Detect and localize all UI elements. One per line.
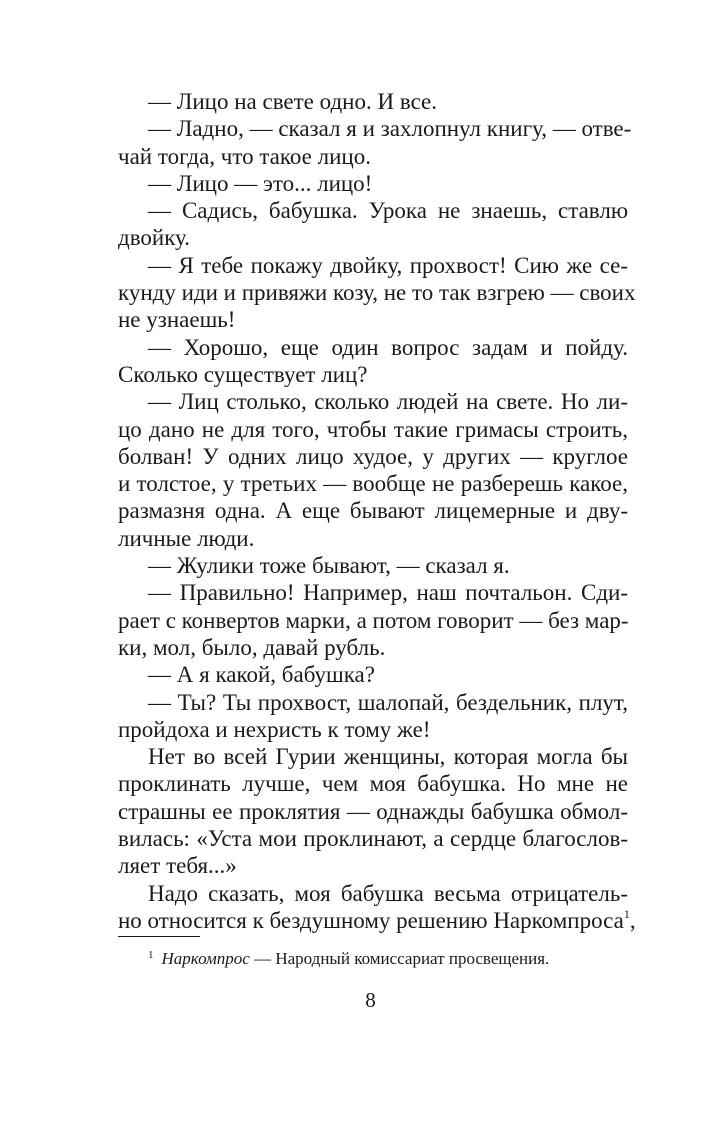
text-line: — Хорошо, еще один вопрос задам и пойду. <box>148 334 628 360</box>
text-line: — Жулики тоже бывают, — сказал я. <box>148 553 510 579</box>
footnote-reference[interactable]: 1 <box>623 906 630 921</box>
text-line: вилась: «Уста мои проклинают, а сердце благослов- <box>118 826 628 852</box>
text-line: пройдоха и нехристь к тому же! <box>118 716 431 742</box>
text-line: — Садись, бабушка. Урока не знаешь, ставлю <box>148 198 628 224</box>
page-number: 8 <box>365 988 376 1012</box>
text-line: — Лицо на свете одно. И все. <box>148 89 438 114</box>
text-line: — Ты? Ты прохвост, шалопай, бездельник, плут, <box>148 689 628 715</box>
text-line: рает с конвертов марки, а потом говорит — без мар- <box>118 607 629 633</box>
text-line: болван! У одних лицо худое, у других — круглое <box>118 443 628 469</box>
text-line-trail: , <box>629 907 636 933</box>
text-line: Надо сказать, моя бабушка весьма отрицатель- <box>148 880 628 906</box>
footnote-term: Наркомпрос <box>161 949 250 968</box>
body-text <box>118 88 636 934</box>
text-line-content: но относится к бездушному решению Наркомпроса <box>118 907 624 933</box>
text-line: чай тогда, что такое лицо. <box>118 143 371 169</box>
text-line: — Лиц столько, сколько людей на свете. Но ли- <box>148 389 628 415</box>
text-line: кунду иди и привяжи козу, не то так взгрею — своих <box>118 280 636 306</box>
text-line: цо дано не для того, чтобы такие гримасы строить, <box>118 416 628 442</box>
text-line: — Я тебе покажу двойку, прохвост! Сию же се- <box>148 252 628 278</box>
text-line: — Ладно, — сказал я и захлопнул книгу, — отве- <box>148 116 632 142</box>
footnote-divider <box>118 936 200 937</box>
footnote <box>148 944 628 970</box>
text-line: размазня одна. А еще бывают лицемерные и дву- <box>118 498 628 524</box>
text-line: Нет во всей Гурии женщины, которая могла бы <box>148 744 628 770</box>
text-line: проклинать лучше, чем моя бабушка. Но мне не <box>118 771 628 797</box>
text-line-with-footnote <box>118 906 636 934</box>
text-line: — А я какой, бабушка? <box>148 662 375 688</box>
footnote-mark: 1 <box>148 949 154 961</box>
text-line: — Правильно! Например, наш почтальон. Сди- <box>148 580 628 606</box>
footnote-definition: — Народный комиссариат просвещения. <box>249 949 550 968</box>
text-line: — Лицо — это... лицо! <box>148 170 373 196</box>
text-line: не узнаешь! <box>118 307 236 333</box>
text-line: ки, мол, было, давай рубль. <box>118 634 386 660</box>
text-line: ляет тебя...» <box>118 853 237 879</box>
text-line: Сколько существует лиц? <box>118 361 368 387</box>
text-line: и толстое, у третьих — вообще не разберешь какое, <box>118 471 628 497</box>
text-line: личные люди. <box>118 525 255 551</box>
text-line: страшны ее проклятия — однажды бабушка обмол- <box>118 798 628 824</box>
text-line: двойку. <box>118 225 191 251</box>
